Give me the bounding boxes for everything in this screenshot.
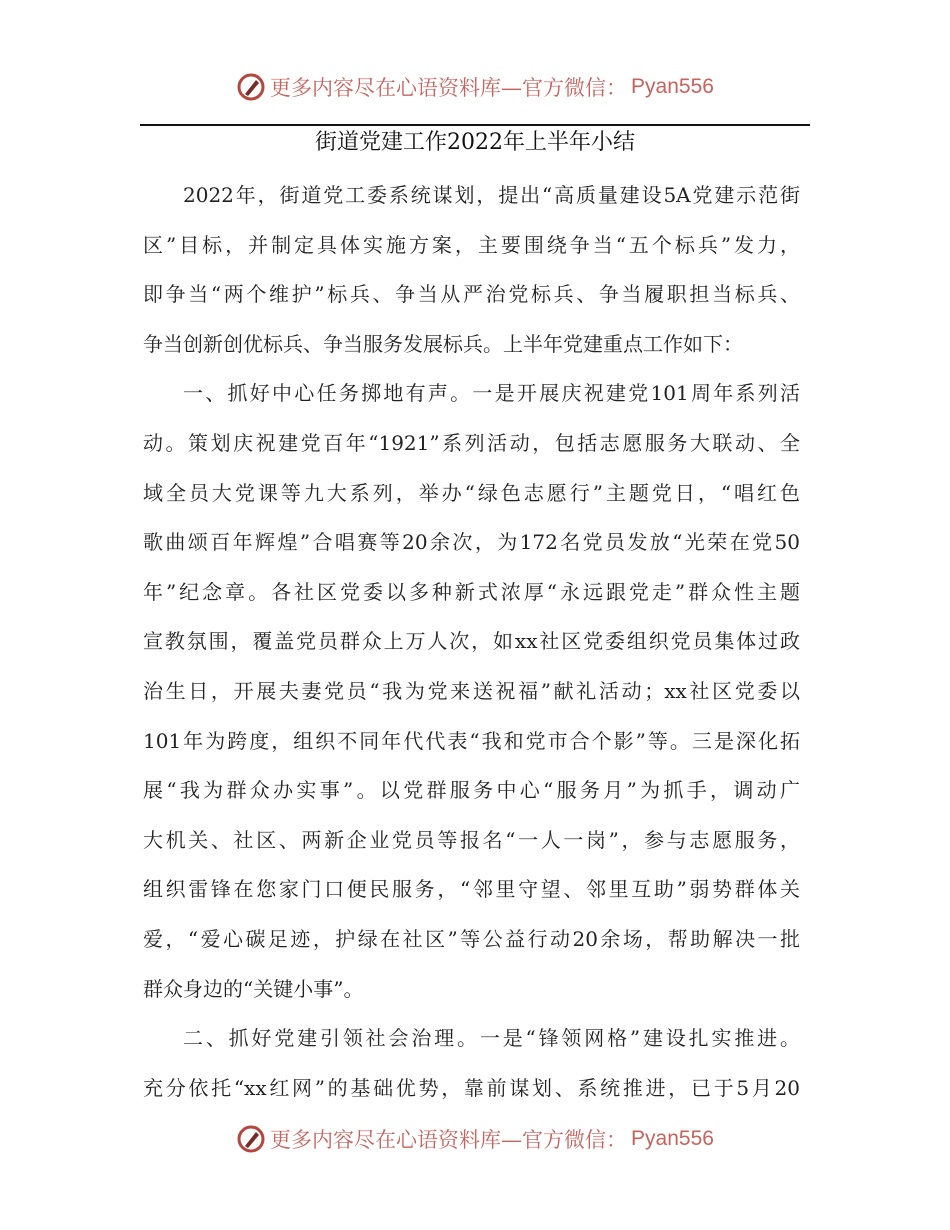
paragraph-1-line: 2022年，街道党工委系统谋划，提出“高质量建设5A党建示范街 bbox=[183, 183, 800, 207]
paragraph-3-line: 充分依托“xx红网”的基础优势，靠前谋划、系统推进，已于5月20 bbox=[143, 1075, 800, 1100]
paragraph-2-line: 群众身边的“关键小事”。 bbox=[143, 976, 364, 1001]
paragraph-2-line: 年”纪念章。各社区党委以多种新式浓厚“永远跟党走”群众性主题 bbox=[143, 579, 800, 604]
paragraph-2-line: 爱，“爱心碳足迹，护绿在社区”等公益行动20余场，帮助解决一批 bbox=[143, 926, 800, 951]
paragraph-3-line: 二、抓好党建引领社会治理。一是“锋领网格”建设扎实推进。 bbox=[183, 1026, 800, 1051]
watermark-text: 更多内容尽在心语资料库—官方微信： bbox=[270, 76, 628, 100]
paragraph-2-line: 大机关、社区、两新企业党员等报名“一人一岗”，参与志愿服务， bbox=[143, 827, 800, 852]
paragraph-2-line: 歌曲颂百年辉煌”合唱赛等20余次，为172名党员发放“光荣在党50 bbox=[143, 530, 800, 555]
paragraph-2-line: 动。策划庆祝建党百年“1921”系列活动，包括志愿服务大联动、全 bbox=[143, 430, 800, 455]
document-title: 街道党建工作2022年上半年小结 bbox=[315, 130, 635, 155]
watermark-text: 更多内容尽在心语资料库—官方微信： bbox=[270, 1128, 628, 1152]
paragraph-2-line: 治生日，开展夫妻党员“我为党来送祝福”献礼活动；xx社区党委以 bbox=[143, 678, 800, 703]
watermark-wechat-id: Pyan556 bbox=[631, 1127, 714, 1150]
paragraph-2-line: 101年为跨度，组织不同年代代表“我和党市合个影”等。三是深化拓 bbox=[143, 728, 800, 753]
header-watermark bbox=[0, 72, 950, 102]
paragraph-2-line: 一、抓好中心任务掷地有声。一是开展庆祝建党101周年系列活 bbox=[183, 381, 800, 406]
paragraph-1-line: 区”目标，并制定具体实施方案，主要围绕争当“五个标兵”发力， bbox=[143, 232, 800, 257]
header-rule bbox=[140, 124, 810, 126]
paragraph-2-line: 宣教氛围，覆盖党员群众上万人次，如xx社区党委组织党员集体过政 bbox=[143, 629, 800, 654]
paragraph-2-line: 组织雷锋在您家门口便民服务，“邻里守望、邻里互助”弱势群体关 bbox=[143, 877, 800, 902]
paragraph-2-line: 展“我为群众办实事”。以党群服务中心“服务月”为抓手，调动广 bbox=[143, 778, 800, 803]
document-body bbox=[143, 171, 800, 1113]
pen-logo-icon bbox=[236, 1124, 266, 1154]
paragraph-1-line: 争当创新创优标兵、争当服务发展标兵。上半年党建重点工作如下： bbox=[143, 331, 743, 356]
pen-logo-icon bbox=[236, 72, 266, 102]
paragraph-2-line: 域全员大党课等九大系列，举办“绿色志愿行”主题党日，“唱红色 bbox=[143, 480, 800, 505]
footer-watermark bbox=[0, 1124, 950, 1154]
watermark-wechat-id: Pyan556 bbox=[631, 75, 714, 98]
paragraph-1-line: 即争当“两个维护”标兵、争当从严治党标兵、争当履职担当标兵、 bbox=[143, 282, 800, 307]
